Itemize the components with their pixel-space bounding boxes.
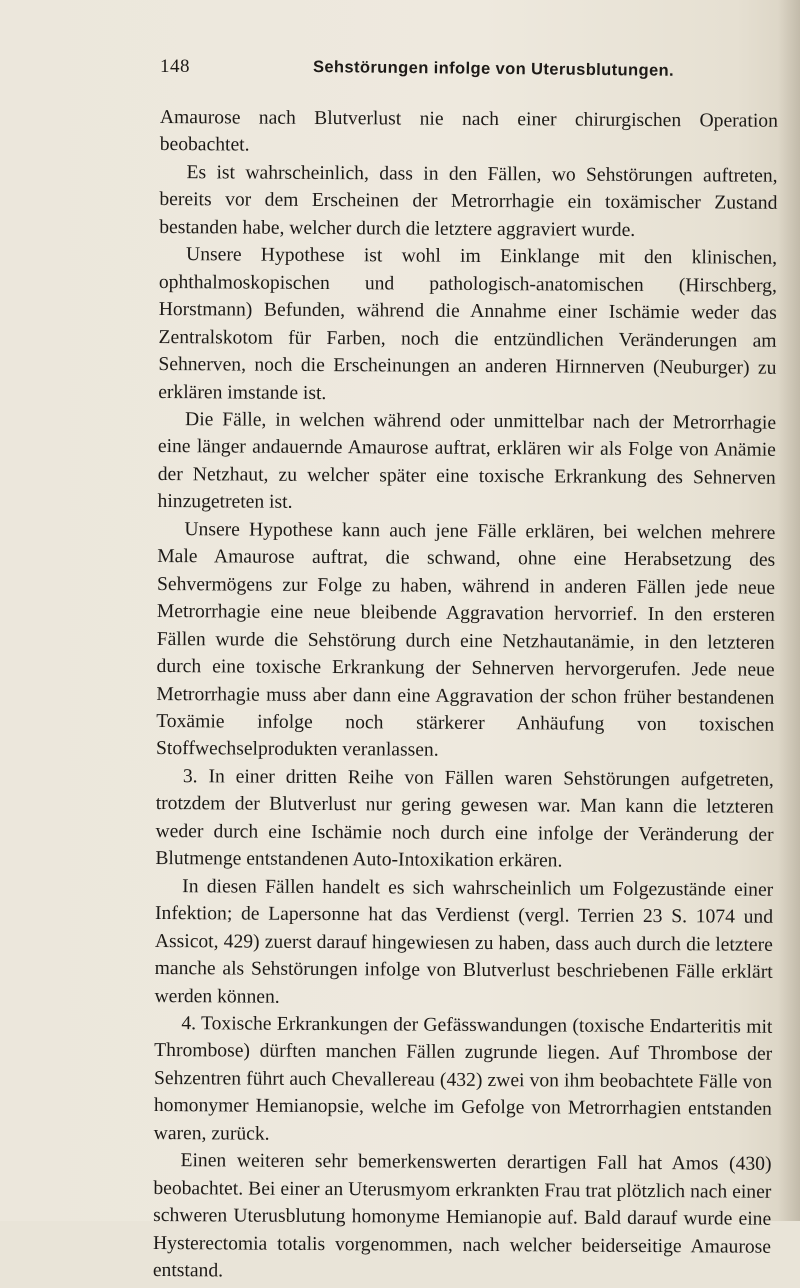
paragraph-7: In diesen Fällen handelt es sich wahrscheinlich um Folgezustände einer Infektion; de Lapersonne hat das Verdienst (vergl. Terrien 23 S. 1074 und Assicot, 429) zuerst darauf hingewiesen zu haben, dass auch durch die letztere manche als Sehstörungen infolge von Blutverlust beschriebenen Fälle erklärt werden können.: [154, 875, 774, 1008]
paragraph-5: Unsere Hypothese kann auch jene Fälle erklären, bei welchen mehrere Male Amaurose auftrat, die schwand, ohne eine Herabsetzung des Sehvermögens zur Folge zu haben, während in anderen Fällen jede neue Metrorrhagie eine neue bleibende Aggravation hervorrief. In den ersteren Fällen wurde die Sehstörung durch eine Netzhautanämie, in den letzteren durch eine toxische Erkrankung der Sehnerven hervorgerufen. Jede neue Metrorrhagie muss aber dann eine Aggravation der schon früher bestandenen Toxämie infolge noch stärkerer Anhäufung von toxischen Stoffwechselprodukten veranlassen.: [155, 518, 776, 762]
running-head: Sehstörungen infolge von Uterusblutungen.: [312, 58, 675, 80]
paragraph-9: Einen weiteren sehr bemerkenswerten derartigen Fall hat Amos (430) beobachtet. Bei einer an Uterusmyom erkrankten Frau trat plötzlich nach einer schweren Uterusblutung homonyme Hemianopie auf. Bald darauf wurde eine Hysterectomia totalis vorgenommen, nach welcher beiderseitige Amaurose entstand.: [152, 1150, 772, 1282]
body-text: [153, 104, 778, 1288]
page-header: [160, 56, 800, 82]
page-number: 148: [160, 56, 190, 77]
paragraph-4: Die Fälle, in welchen während oder unmittelbar nach der Metrorrhagie eine länger andauernde Amaurose auftrat, erklären wir als Folge von Anämie der Netzhaut, zu welcher später eine toxische Erkrankung des Sehnerven hinzugetreten ist.: [157, 409, 777, 514]
paragraph-8: 4. Toxische Erkrankungen der Gefässwandungen (toxische Endarteritis mit Thrombose) dürften manchen Fällen zugrunde liegen. Auf Thrombose der Sehzentren führt auch Chevallereau (432) zwei von ihm beobachtete Fälle von homonymer Hemianopsie, welche im Gefolge von Metrorrhagien entstanden waren, zurück.: [153, 1013, 773, 1145]
paragraph-3: Unsere Hypothese ist wohl im Einklange mit den klinischen, ophthalmoskopischen und pathologisch-anatomischen (Hirschberg, Horstmann) Befunden, während die Annahme einer Ischämie weder das Zentralskotom für Farben, noch die entzündlichen Veränderungen am Sehnerven, noch die Erscheinungen an anderen Hirnnerven (Neuburger) zu erklären imstande ist.: [158, 244, 778, 404]
paragraph-1: Amaurose nach Blutverlust nie nach einer chirurgischen Operation beobachtet.: [159, 106, 778, 157]
page-edge-shadow: [778, 0, 800, 1221]
paragraph-2: Es ist wahrscheinlich, dass in den Fällen, wo Sehstörungen auftreten, bereits vor dem Erscheinen der Metrorrhagie ein toxämischer Zustand bestanden habe, welcher durch die letztere aggraviert wurde.: [159, 162, 778, 241]
paragraph-6: 3. In einer dritten Reihe von Fällen waren Sehstörungen aufgetreten, trotzdem der Blutverlust nur gering gewesen war. Man kann die letzteren weder durch eine Ischämie noch durch eine infolge der Veränderung der Blutmenge entstandenen Auto-Intoxikation erkären.: [155, 766, 774, 872]
